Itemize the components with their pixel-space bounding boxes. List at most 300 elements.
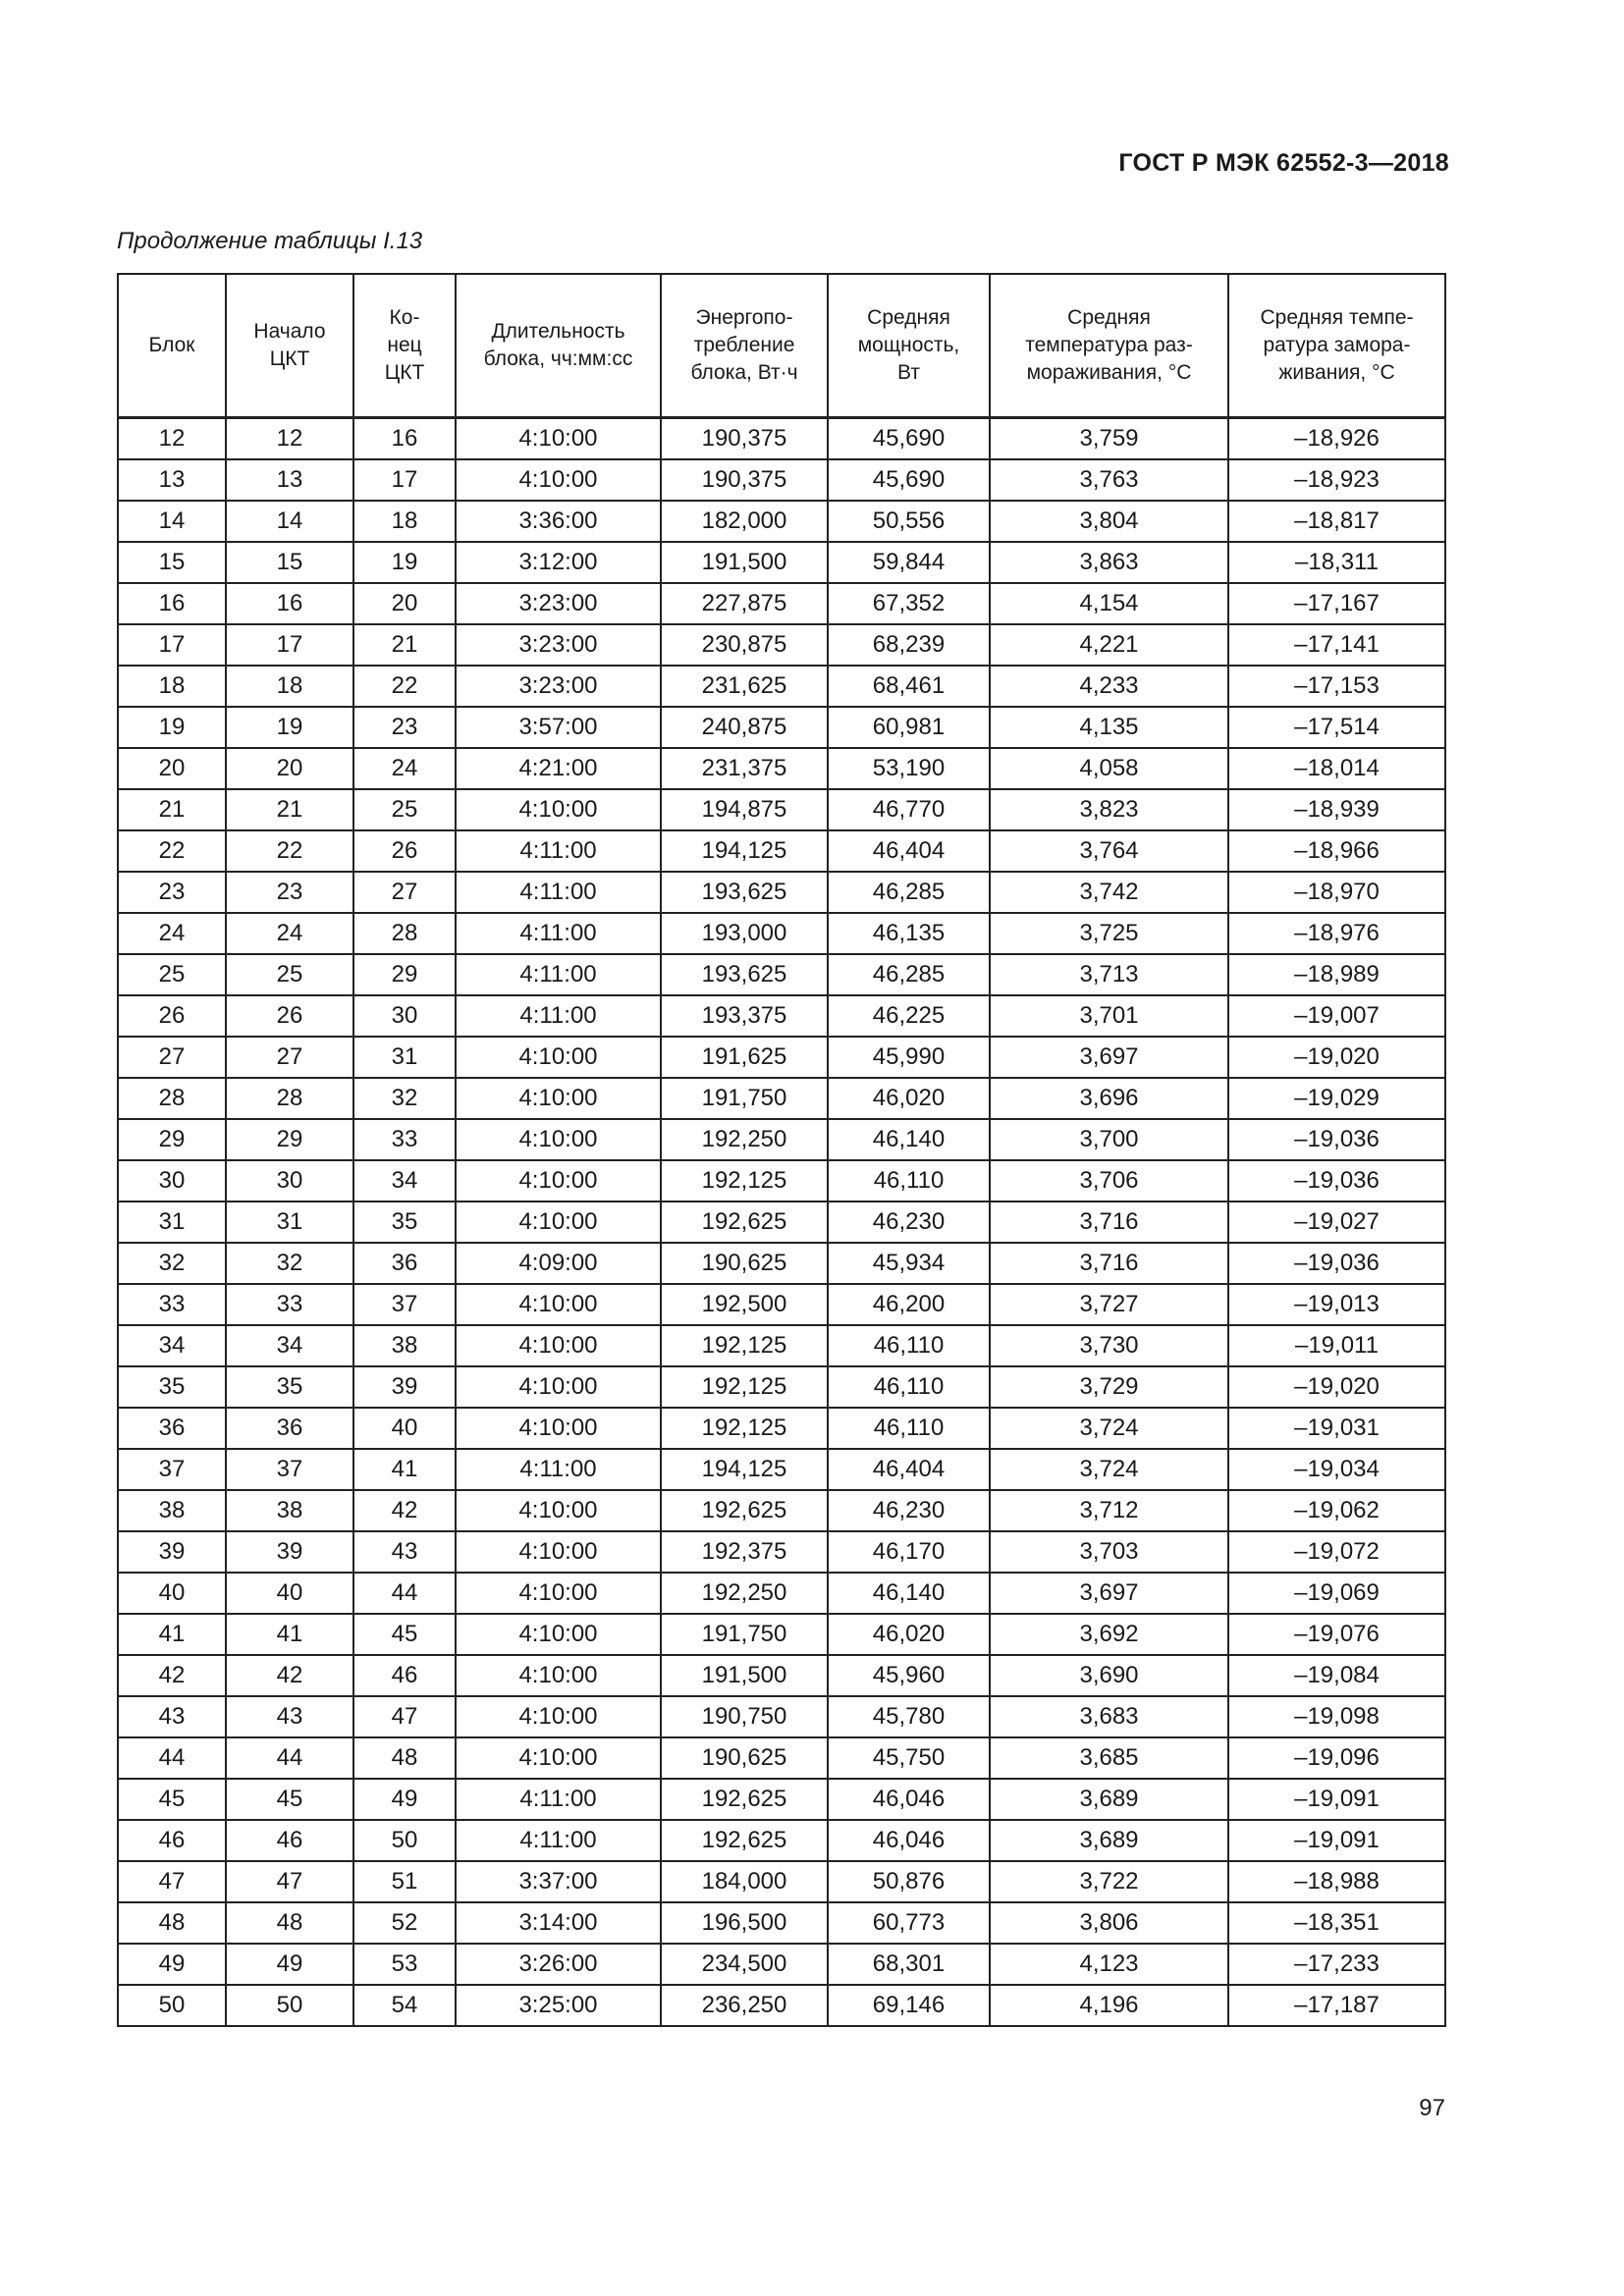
table-cell: 4:11:00 [456, 995, 661, 1037]
table-cell: 45,690 [828, 459, 990, 501]
data-table [117, 273, 1446, 2027]
table-row [118, 1861, 1445, 1902]
table-cell: 12 [226, 418, 353, 460]
table-cell: –18,966 [1228, 830, 1445, 872]
table-cell: 33 [118, 1284, 226, 1325]
table-row [118, 789, 1445, 830]
table-cell: 67,352 [828, 583, 990, 624]
table-cell: 40 [353, 1408, 456, 1449]
table-cell: 3,724 [990, 1408, 1228, 1449]
table-cell: 15 [118, 542, 226, 583]
table-cell: 19 [353, 542, 456, 583]
table-cell: 234,500 [661, 1944, 828, 1985]
table-cell: 4,233 [990, 666, 1228, 707]
table-cell: 50 [118, 1985, 226, 2026]
table-cell: 4:11:00 [456, 913, 661, 954]
table-row [118, 748, 1445, 789]
table-cell: 46,225 [828, 995, 990, 1037]
table-cell: 20 [353, 583, 456, 624]
table-cell: 3,713 [990, 954, 1228, 995]
table-cell: 191,625 [661, 1037, 828, 1078]
table-cell: 3,701 [990, 995, 1228, 1037]
table-row [118, 501, 1445, 542]
table-cell: 21 [226, 789, 353, 830]
table-row [118, 1160, 1445, 1201]
table-cell: 46,230 [828, 1201, 990, 1243]
table-cell: 31 [353, 1037, 456, 1078]
table-cell: 45 [118, 1779, 226, 1820]
table-cell: –19,020 [1228, 1037, 1445, 1078]
table-cell: 30 [226, 1160, 353, 1201]
table-cell: 38 [353, 1325, 456, 1366]
table-cell: 4:10:00 [456, 1366, 661, 1408]
table-cell: 4:11:00 [456, 1779, 661, 1820]
table-cell: 48 [353, 1737, 456, 1779]
table-cell: 23 [353, 707, 456, 748]
table-cell: 34 [226, 1325, 353, 1366]
table-cell: 3,763 [990, 459, 1228, 501]
table-row [118, 1078, 1445, 1119]
table-cell: –17,153 [1228, 666, 1445, 707]
column-header-line: живания, °С [1278, 361, 1395, 384]
table-cell: 4:10:00 [456, 1531, 661, 1573]
column-header [226, 274, 353, 418]
column-header-line: ЦКТ [269, 347, 310, 370]
table-cell: 42 [353, 1490, 456, 1531]
table-cell: 3,729 [990, 1366, 1228, 1408]
table-cell: 37 [353, 1284, 456, 1325]
table-cell: 68,239 [828, 624, 990, 666]
table-cell: 30 [118, 1160, 226, 1201]
table-cell: 33 [353, 1119, 456, 1160]
table-cell: 4:10:00 [456, 1696, 661, 1737]
table-cell: 17 [226, 624, 353, 666]
table-cell: 45,960 [828, 1655, 990, 1696]
table-cell: –17,187 [1228, 1985, 1445, 2026]
table-cell: 45,750 [828, 1737, 990, 1779]
table-cell: 192,625 [661, 1490, 828, 1531]
table-cell: 53 [353, 1944, 456, 1985]
table-cell: 25 [353, 789, 456, 830]
table-cell: –18,817 [1228, 501, 1445, 542]
table-cell: 190,625 [661, 1737, 828, 1779]
table-cell: 46,770 [828, 789, 990, 830]
table-cell: 3:23:00 [456, 624, 661, 666]
table-row [118, 1201, 1445, 1243]
column-header-line: Длительность [491, 320, 625, 343]
column-header [353, 274, 456, 418]
table-cell: –18,014 [1228, 748, 1445, 789]
column-header-line: требление [693, 334, 795, 356]
table-cell: 184,000 [661, 1861, 828, 1902]
table-cell: 16 [118, 583, 226, 624]
table-cell: 45,780 [828, 1696, 990, 1737]
table-cell: 19 [226, 707, 353, 748]
table-cell: –19,084 [1228, 1655, 1445, 1696]
table-cell: 48 [118, 1902, 226, 1944]
table-cell: –19,036 [1228, 1119, 1445, 1160]
table-cell: 41 [226, 1614, 353, 1655]
table-cell: 12 [118, 418, 226, 460]
table-cell: 3:57:00 [456, 707, 661, 748]
table-cell: 41 [118, 1614, 226, 1655]
table-cell: 29 [226, 1119, 353, 1160]
table-row [118, 1366, 1445, 1408]
table-cell: 47 [118, 1861, 226, 1902]
table-cell: 27 [353, 872, 456, 913]
table-row [118, 913, 1445, 954]
table-cell: 39 [118, 1531, 226, 1573]
table-row [118, 583, 1445, 624]
table-cell: 35 [226, 1366, 353, 1408]
table-cell: 194,125 [661, 1449, 828, 1490]
table-row [118, 1902, 1445, 1944]
column-header-line: температура раз- [1025, 334, 1193, 356]
table-cell: 196,500 [661, 1902, 828, 1944]
table-cell: 25 [118, 954, 226, 995]
table-cell: 46,404 [828, 830, 990, 872]
table-cell: 3,725 [990, 913, 1228, 954]
table-cell: 192,625 [661, 1201, 828, 1243]
table-cell: –19,029 [1228, 1078, 1445, 1119]
table-cell: 39 [226, 1531, 353, 1573]
table-cell: 59,844 [828, 542, 990, 583]
table-cell: 191,500 [661, 1655, 828, 1696]
table-cell: 3,730 [990, 1325, 1228, 1366]
table-cell: 46,020 [828, 1614, 990, 1655]
table-cell: –19,013 [1228, 1284, 1445, 1325]
table-cell: 3,806 [990, 1902, 1228, 1944]
table-cell: 27 [226, 1037, 353, 1078]
table-cell: 3:14:00 [456, 1902, 661, 1944]
table-row [118, 624, 1445, 666]
table-row [118, 872, 1445, 913]
table-cell: 3,724 [990, 1449, 1228, 1490]
table-cell: 4:11:00 [456, 872, 661, 913]
table-cell: 35 [118, 1366, 226, 1408]
table-cell: –19,027 [1228, 1201, 1445, 1243]
table-cell: 3,703 [990, 1531, 1228, 1573]
table-cell: 191,750 [661, 1614, 828, 1655]
table-cell: 46,110 [828, 1408, 990, 1449]
table-cell: 46 [353, 1655, 456, 1696]
table-cell: 3,692 [990, 1614, 1228, 1655]
column-header-line: мораживания, °С [1026, 361, 1192, 384]
table-cell: 18 [226, 666, 353, 707]
column-header-line: нец [387, 334, 422, 356]
table-body [118, 418, 1445, 2027]
table-cell: 46,110 [828, 1325, 990, 1366]
table-cell: 36 [226, 1408, 353, 1449]
table-cell: 3,689 [990, 1779, 1228, 1820]
table-cell: 28 [118, 1078, 226, 1119]
table-cell: 4:10:00 [456, 1037, 661, 1078]
table-cell: 46,200 [828, 1284, 990, 1325]
table-cell: 4:10:00 [456, 1737, 661, 1779]
table-row [118, 1614, 1445, 1655]
table-cell: 45 [226, 1779, 353, 1820]
column-header [456, 274, 661, 418]
table-cell: 28 [226, 1078, 353, 1119]
table-cell: 46,140 [828, 1119, 990, 1160]
table-cell: 190,750 [661, 1696, 828, 1737]
table-cell: 3,742 [990, 872, 1228, 913]
table-cell: 14 [226, 501, 353, 542]
table-cell: 192,625 [661, 1779, 828, 1820]
table-row [118, 1985, 1445, 2026]
table-cell: 23 [226, 872, 353, 913]
table-cell: 194,125 [661, 830, 828, 872]
table-cell: 53,190 [828, 748, 990, 789]
table-cell: 4:10:00 [456, 1284, 661, 1325]
table-cell: 4:10:00 [456, 1573, 661, 1614]
table-cell: 3,683 [990, 1696, 1228, 1737]
table-cell: 26 [353, 830, 456, 872]
table-cell: –19,011 [1228, 1325, 1445, 1366]
table-cell: 13 [226, 459, 353, 501]
table-row [118, 1449, 1445, 1490]
table-cell: 47 [226, 1861, 353, 1902]
table-cell: 191,500 [661, 542, 828, 583]
table-cell: 26 [118, 995, 226, 1037]
table-cell: 45,990 [828, 1037, 990, 1078]
table-cell: 25 [226, 954, 353, 995]
table-cell: 192,125 [661, 1325, 828, 1366]
table-cell: 68,461 [828, 666, 990, 707]
table-cell: 48 [226, 1902, 353, 1944]
table-cell: 42 [226, 1655, 353, 1696]
table-cell: 38 [226, 1490, 353, 1531]
table-cell: 46,135 [828, 913, 990, 954]
table-row [118, 418, 1445, 460]
table-cell: –19,076 [1228, 1614, 1445, 1655]
table-cell: 4:10:00 [456, 1655, 661, 1696]
table-row [118, 1655, 1445, 1696]
table-row [118, 954, 1445, 995]
table-cell: 36 [353, 1243, 456, 1284]
table-cell: 3,700 [990, 1119, 1228, 1160]
column-header-line: мощность, [857, 334, 960, 356]
table-cell: 49 [226, 1944, 353, 1985]
column-header-line: Средняя [1067, 306, 1151, 329]
table-cell: 50 [226, 1985, 353, 2026]
column-header [828, 274, 990, 418]
table-cell: 34 [118, 1325, 226, 1366]
table-row [118, 1408, 1445, 1449]
table-cell: 32 [353, 1078, 456, 1119]
table-row [118, 707, 1445, 748]
table-cell: 13 [118, 459, 226, 501]
table-cell: 22 [118, 830, 226, 872]
table-cell: 3,722 [990, 1861, 1228, 1902]
table-cell: 4:10:00 [456, 789, 661, 830]
table-cell: 18 [118, 666, 226, 707]
table-cell: 193,625 [661, 872, 828, 913]
table-cell: 37 [226, 1449, 353, 1490]
table-cell: 4:10:00 [456, 1325, 661, 1366]
table-cell: –19,072 [1228, 1531, 1445, 1573]
table-cell: 4:11:00 [456, 830, 661, 872]
table-cell: –18,923 [1228, 459, 1445, 501]
table-cell: 31 [226, 1201, 353, 1243]
table-cell: 16 [226, 583, 353, 624]
page-number: 97 [1419, 2095, 1445, 2121]
table-cell: –19,020 [1228, 1366, 1445, 1408]
table-cell: 192,375 [661, 1531, 828, 1573]
table-cell: –17,167 [1228, 583, 1445, 624]
table-row [118, 1037, 1445, 1078]
table-cell: 40 [118, 1573, 226, 1614]
table-cell: 190,375 [661, 459, 828, 501]
table-cell: –17,233 [1228, 1944, 1445, 1985]
table-cell: 236,250 [661, 1985, 828, 2026]
table-cell: 21 [353, 624, 456, 666]
table-cell: 68,301 [828, 1944, 990, 1985]
column-header [1228, 274, 1445, 418]
table-cell: 192,125 [661, 1160, 828, 1201]
table-cell: 4:21:00 [456, 748, 661, 789]
table-cell: 4,123 [990, 1944, 1228, 1985]
table-cell: 29 [118, 1119, 226, 1160]
table-cell: 42 [118, 1655, 226, 1696]
table-cell: –18,926 [1228, 418, 1445, 460]
table-cell: 4,058 [990, 748, 1228, 789]
table-row [118, 1737, 1445, 1779]
table-cell: 26 [226, 995, 353, 1037]
table-cell: 4:10:00 [456, 1490, 661, 1531]
table-cell: 46 [118, 1820, 226, 1861]
column-header-line: Вт [897, 361, 920, 384]
table-cell: 4,196 [990, 1985, 1228, 2026]
table-cell: 4,154 [990, 583, 1228, 624]
table-cell: 4,135 [990, 707, 1228, 748]
table-cell: –19,091 [1228, 1779, 1445, 1820]
table-cell: 3,759 [990, 418, 1228, 460]
table-cell: 49 [118, 1944, 226, 1985]
table-cell: 69,146 [828, 1985, 990, 2026]
table-cell: 4:11:00 [456, 1820, 661, 1861]
table-cell: –19,007 [1228, 995, 1445, 1037]
table-cell: 191,750 [661, 1078, 828, 1119]
table-cell: 3:23:00 [456, 666, 661, 707]
table-cell: 3:37:00 [456, 1861, 661, 1902]
table-cell: 3,696 [990, 1078, 1228, 1119]
table-row [118, 1820, 1445, 1861]
table-cell: 3,712 [990, 1490, 1228, 1531]
column-header-line: ратура замора- [1263, 334, 1411, 356]
table-cell: 3:25:00 [456, 1985, 661, 2026]
table-cell: 46,046 [828, 1779, 990, 1820]
table-cell: 3,706 [990, 1160, 1228, 1201]
table-cell: 54 [353, 1985, 456, 2026]
table-cell: 24 [226, 913, 353, 954]
column-header-line: ЦКТ [384, 361, 425, 384]
table-cell: 45 [353, 1614, 456, 1655]
table-cell: –19,034 [1228, 1449, 1445, 1490]
table-cell: 46,404 [828, 1449, 990, 1490]
table-cell: –19,069 [1228, 1573, 1445, 1614]
table-cell: –18,970 [1228, 872, 1445, 913]
table-cell: 16 [353, 418, 456, 460]
column-header-line: Средняя [867, 306, 950, 329]
table-row [118, 1573, 1445, 1614]
table-row [118, 1119, 1445, 1160]
table-cell: –18,988 [1228, 1861, 1445, 1902]
table-cell: 17 [118, 624, 226, 666]
table-cell: 50,556 [828, 501, 990, 542]
table-cell: 192,625 [661, 1820, 828, 1861]
table-cell: 44 [353, 1573, 456, 1614]
table-cell: –18,351 [1228, 1902, 1445, 1944]
table-cell: 51 [353, 1861, 456, 1902]
column-header-line: Ко- [389, 306, 420, 329]
table-cell: 50,876 [828, 1861, 990, 1902]
table-cell: 193,375 [661, 995, 828, 1037]
table-cell: 3,764 [990, 830, 1228, 872]
table-cell: 3,697 [990, 1573, 1228, 1614]
table-cell: –19,062 [1228, 1490, 1445, 1531]
table-cell: 4:10:00 [456, 459, 661, 501]
table-cell: 3,823 [990, 789, 1228, 830]
table-row [118, 1325, 1445, 1366]
table-cell: 38 [118, 1490, 226, 1531]
table-row [118, 1284, 1445, 1325]
table-cell: 60,773 [828, 1902, 990, 1944]
table-cell: 46,170 [828, 1531, 990, 1573]
table-cell: 36 [118, 1408, 226, 1449]
table-cell: 230,875 [661, 624, 828, 666]
table-cell: 231,375 [661, 748, 828, 789]
table-caption: Продолжение таблицы I.13 [117, 228, 423, 254]
table-cell: 15 [226, 542, 353, 583]
table-cell: –19,031 [1228, 1408, 1445, 1449]
table-cell: 4:10:00 [456, 1201, 661, 1243]
table-cell: 27 [118, 1037, 226, 1078]
column-header-line: блока, чч:мм:сс [483, 347, 633, 370]
column-header [990, 274, 1228, 418]
table-cell: 4:10:00 [456, 418, 661, 460]
table-cell: 46,285 [828, 872, 990, 913]
table-cell: 23 [118, 872, 226, 913]
table-cell: –19,096 [1228, 1737, 1445, 1779]
table-cell: 47 [353, 1696, 456, 1737]
table-cell: 18 [353, 501, 456, 542]
table-cell: –19,036 [1228, 1243, 1445, 1284]
table-cell: 190,375 [661, 418, 828, 460]
table-cell: 41 [353, 1449, 456, 1490]
table-cell: 3:26:00 [456, 1944, 661, 1985]
table-cell: 14 [118, 501, 226, 542]
table-cell: 3:12:00 [456, 542, 661, 583]
table-cell: 44 [226, 1737, 353, 1779]
table-cell: 3:23:00 [456, 583, 661, 624]
table-cell: 4:10:00 [456, 1078, 661, 1119]
table-cell: –18,976 [1228, 913, 1445, 954]
table-cell: 32 [118, 1243, 226, 1284]
table-cell: 192,250 [661, 1573, 828, 1614]
table-cell: 43 [353, 1531, 456, 1573]
table-row [118, 1944, 1445, 1985]
table-cell: 4:10:00 [456, 1160, 661, 1201]
table-cell: 40 [226, 1573, 353, 1614]
table-cell: 21 [118, 789, 226, 830]
table-cell: 52 [353, 1902, 456, 1944]
table-row [118, 1696, 1445, 1737]
table-cell: 49 [353, 1779, 456, 1820]
table-row [118, 995, 1445, 1037]
table-cell: 231,625 [661, 666, 828, 707]
table-row [118, 1490, 1445, 1531]
